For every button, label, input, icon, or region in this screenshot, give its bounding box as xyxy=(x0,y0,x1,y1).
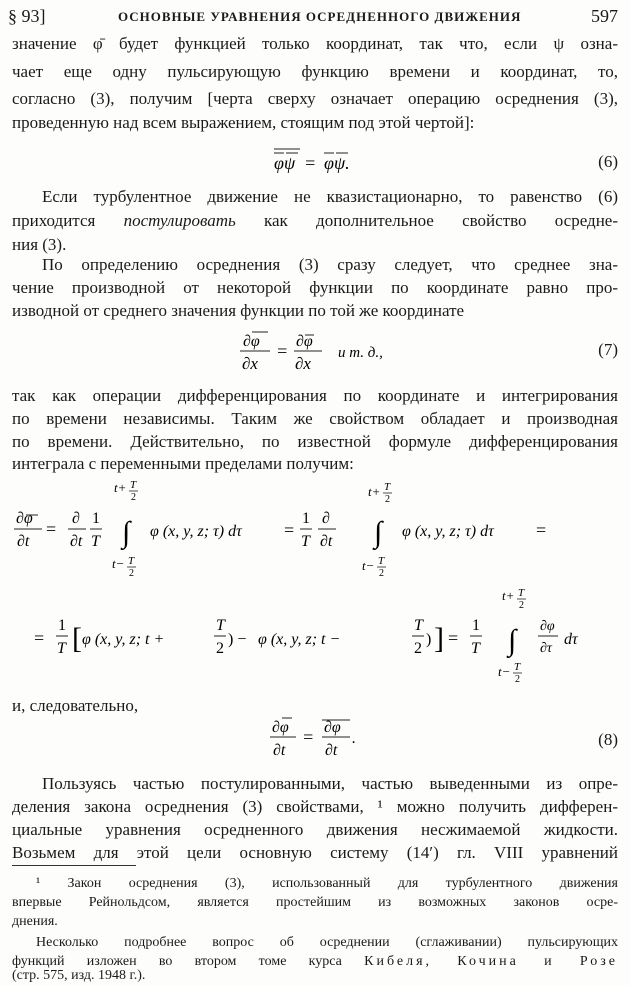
text-fragment: как дополнительное свойство осредне- xyxy=(264,211,618,230)
svg-text:2: 2 xyxy=(414,640,422,657)
svg-text:2: 2 xyxy=(129,568,134,579)
svg-text:∂x: ∂x xyxy=(242,354,258,373)
svg-text:2: 2 xyxy=(379,568,384,579)
svg-text:∂φ: ∂φ xyxy=(243,333,260,350)
equation-number: (7) xyxy=(598,340,618,359)
equation-8 xyxy=(268,712,378,762)
svg-text:2: 2 xyxy=(515,674,520,685)
svg-text:φ (x, y, z; t −: φ (x, y, z; t − xyxy=(258,631,341,648)
svg-text:1: 1 xyxy=(58,617,66,634)
svg-text:2: 2 xyxy=(131,492,136,503)
text-line: проведенную над всем выражением, стоящим под этой чертой]: xyxy=(12,113,475,132)
text-line: циальные уравнения осредненного движения несжимаемой жидкости. xyxy=(12,820,618,839)
svg-text:t−: t− xyxy=(498,664,511,679)
svg-text:dτ: dτ xyxy=(564,631,578,648)
text-line: по времени. Действительно, по известной формуле дифференцирования xyxy=(12,432,618,451)
svg-text:=: = xyxy=(448,628,459,648)
svg-text:∂t: ∂t xyxy=(70,533,83,550)
derivation-block xyxy=(12,478,612,688)
footnote-line: днения. xyxy=(12,914,58,929)
svg-text:∂φ: ∂φ xyxy=(324,719,341,736)
svg-text:T: T xyxy=(384,481,391,493)
svg-text:=: = xyxy=(304,153,317,173)
text-line: чает еще одну пульсирующую функцию времени и координат, то, xyxy=(12,62,618,81)
text-line: изводной от среднего значения функции по той же координате xyxy=(12,301,465,320)
svg-text:∂φ: ∂φ xyxy=(272,719,289,736)
svg-text:T: T xyxy=(128,555,135,567)
svg-text:∂t: ∂t xyxy=(17,533,30,550)
text-line: Если турбулентное движение не квазистационарно, то равенство (6) xyxy=(42,187,618,206)
svg-text:∫: ∫ xyxy=(374,516,383,549)
svg-text:2: 2 xyxy=(216,640,224,657)
text-fragment: приходится xyxy=(12,211,96,230)
page-number: 597 xyxy=(591,6,618,26)
running-title: ОСНОВНЫЕ УРАВНЕНИЯ ОСРЕДНЕННОГО ДВИЖЕНИЯ xyxy=(118,9,522,24)
text-line: Пользуясь частью постулированными, частью выведенными из опре- xyxy=(42,774,618,793)
svg-text:): ) xyxy=(426,631,432,648)
svg-text:t+: t+ xyxy=(368,484,381,499)
svg-text:∂φ: ∂φ xyxy=(540,619,555,634)
svg-text:) −: ) − xyxy=(228,631,247,648)
svg-text:T: T xyxy=(216,617,225,634)
text-line: и, следовательно, xyxy=(12,696,139,715)
text-line: согласно (3), получим [черта сверху означает операцию осреднения (3), xyxy=(12,89,618,108)
text-line: значение φ̄ будет функцией только координат, так что, если ψ озна- xyxy=(12,34,618,53)
svg-text:=: = xyxy=(276,341,289,361)
svg-text:∂t: ∂t xyxy=(273,742,286,759)
section-marker: § 93] xyxy=(8,6,46,26)
emphasized-word: постулировать xyxy=(123,211,236,230)
svg-text:=: = xyxy=(536,520,547,540)
svg-text:φ (x, y, z; t +: φ (x, y, z; t + xyxy=(82,631,165,648)
svg-text:∂φ: ∂φ xyxy=(16,510,33,527)
text-line: чение производной от некоторой функции по координате равно про- xyxy=(12,278,618,297)
text-line: ния (3). xyxy=(12,235,67,254)
footnote-divider xyxy=(12,865,136,866)
svg-text:t−: t− xyxy=(112,556,125,571)
equation-7 xyxy=(240,326,420,376)
svg-text:T: T xyxy=(378,555,385,567)
svg-text:∂x: ∂x xyxy=(295,354,311,373)
text-line: Возьмем для этой цели основную систему (14′) гл. VIII уравнений xyxy=(12,843,618,862)
svg-text:φ (x, y, z; τ) dτ: φ (x, y, z; τ) dτ xyxy=(150,523,242,540)
svg-text:t+: t+ xyxy=(114,480,127,495)
text-line xyxy=(12,209,618,232)
svg-text:φψ.: φψ. xyxy=(324,153,350,173)
equation-6 xyxy=(270,142,380,176)
text-fragment: функций изложен во втором томе курса xyxy=(12,954,342,969)
svg-text:∂: ∂ xyxy=(322,510,330,527)
text-line: деления закона осреднения (3) свойствами, ¹ можно получить дифферен- xyxy=(12,797,618,816)
svg-text:T: T xyxy=(130,479,137,491)
footnote-line: Несколько подробнее вопрос об осреднении (сглаживании) пульсирующих xyxy=(36,935,618,950)
svg-text:∂τ: ∂τ xyxy=(540,641,552,656)
svg-text:∂: ∂ xyxy=(72,510,80,527)
svg-text:=: = xyxy=(302,727,315,747)
svg-text:t−: t− xyxy=(362,558,375,573)
equation-number: (8) xyxy=(598,730,618,749)
text-line: по времени независимы. Таким же свойством обладает и производная xyxy=(12,409,618,428)
text-line: По определению осреднения (3) сразу следует, что среднее зна- xyxy=(42,255,618,274)
svg-text:=: = xyxy=(34,628,45,648)
svg-text:T: T xyxy=(414,617,423,634)
svg-text:T: T xyxy=(471,640,480,657)
svg-text:∂φ: ∂φ xyxy=(296,333,313,350)
svg-text:T: T xyxy=(518,587,525,599)
svg-text:∂t: ∂t xyxy=(320,533,333,550)
svg-text:1: 1 xyxy=(302,510,310,527)
svg-text:=: = xyxy=(46,519,57,539)
svg-text:.: . xyxy=(352,730,356,747)
svg-text:1: 1 xyxy=(92,510,100,527)
svg-text:∫: ∫ xyxy=(122,516,131,549)
text-line: так как операции дифференцирования по координате и интегрирования xyxy=(12,386,618,405)
svg-text:T: T xyxy=(514,661,521,673)
equation-number: (6) xyxy=(598,152,618,171)
svg-text:T: T xyxy=(91,533,100,550)
authors: Кибеля, Кочина и Розе xyxy=(364,954,619,969)
svg-text:φψ: φψ xyxy=(274,153,296,173)
svg-text:2: 2 xyxy=(385,494,390,505)
footnote-line: впервые Рейнольдсом, является простейшим из возможных законов осре- xyxy=(12,895,618,910)
svg-text:[: [ xyxy=(72,622,82,655)
svg-text:1: 1 xyxy=(472,617,480,634)
svg-text:T: T xyxy=(57,640,66,657)
equation-suffix: и т. д., xyxy=(338,345,383,361)
svg-text:]: ] xyxy=(434,622,444,655)
svg-text:T: T xyxy=(301,533,310,550)
svg-text:2: 2 xyxy=(519,600,524,611)
svg-text:∂t: ∂t xyxy=(325,742,338,759)
footnote-line: (стр. 575, изд. 1948 г.). xyxy=(12,968,146,983)
text-line: интеграла с переменными пределами получим: xyxy=(12,454,354,473)
svg-text:φ (x, y, z; τ) dτ: φ (x, y, z; τ) dτ xyxy=(402,523,494,540)
footnote-line: ¹ Закон осреднения (3), использованный для турбулентного движения xyxy=(36,876,618,891)
svg-text:=: = xyxy=(284,520,295,540)
svg-text:t+: t+ xyxy=(502,588,515,603)
svg-text:∫: ∫ xyxy=(508,624,517,657)
